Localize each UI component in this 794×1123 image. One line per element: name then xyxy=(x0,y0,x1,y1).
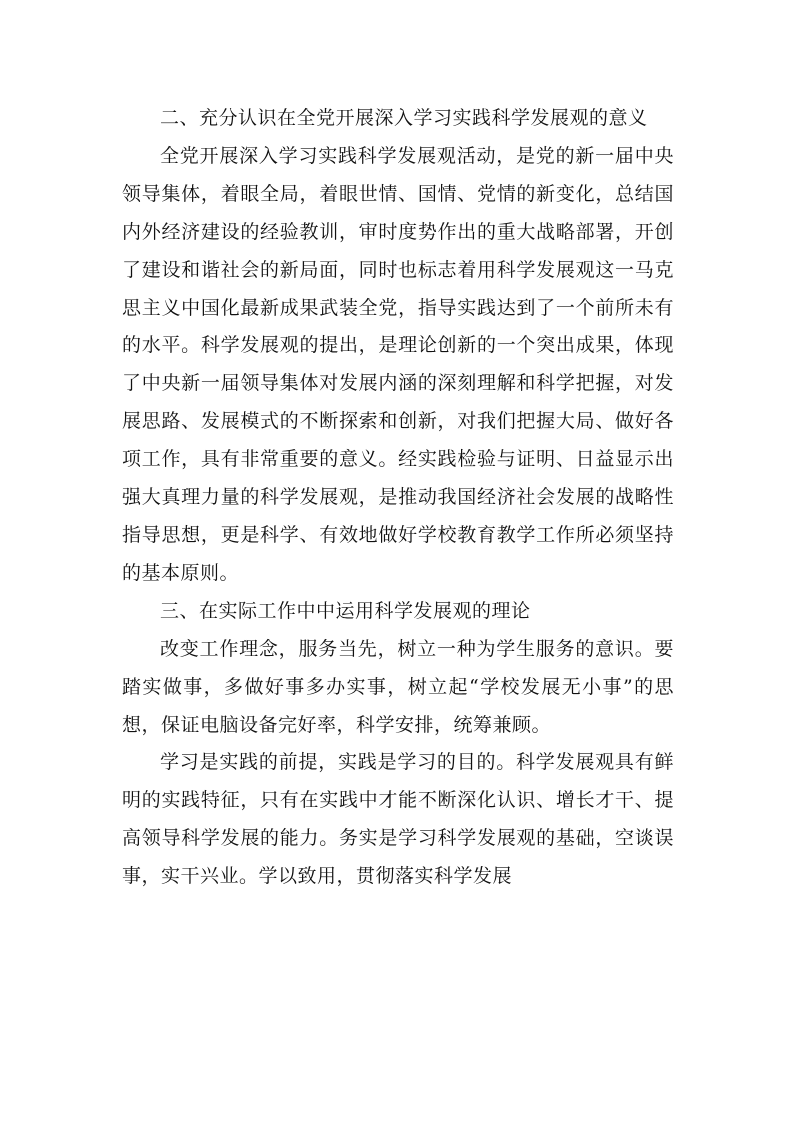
document-body xyxy=(122,100,674,896)
body-paragraph: 改变工作理念，服务当先，树立一种为学生服务的意识。要踏实做事，多做好事多办实事，树立起“学校发展无小事”的思想，保证电脑设备完好率，科学安排，统筹兼顾。 xyxy=(122,637,674,736)
body-paragraph: 学习是实践的前提，实践是学习的目的。科学发展观具有鲜明的实践特征，只有在实践中才能不断深化认识、增长才干、提高领导科学发展的能力。务实是学习科学发展观的基础，空谈误事，实干兴业。学以致用，贯彻落实科学发展 xyxy=(122,751,674,888)
body-paragraph: 全党开展深入学习实践科学发展观活动，是党的新一届中央领导集体，着眼全局，着眼世情、国情、党情的新变化，总结国内外经济建设的经验教训，审时度势作出的重大战略部署，开创了建设和谐社会的新局面，同时也标志着用科学发展观这一马克思主义中国化最新成果武装全党，指导实践达到了一个前所未有的水平。科学发展观的提出，是理论创新的一个突出成果，体现了中央新一届领导集体对发展内涵的深刻理解和科学把握，对发展思路、发展模式的不断探索和创新，对我们把握大局、做好各项工作，具有非常重要的意义。经实践检验与证明、日益显示出强大真理力量的科学发展观，是推动我国经济社会发展的战略性指导思想，更是科学、有效地做好学校教育教学工作所必须坚持的基本原则。 xyxy=(122,144,674,584)
section-heading-3: 三、在实际工作中中运用科学发展观的理论 xyxy=(160,599,531,622)
section-heading-2: 二、充分认识在全党开展深入学习实践科学发展观的意义 xyxy=(160,107,648,129)
